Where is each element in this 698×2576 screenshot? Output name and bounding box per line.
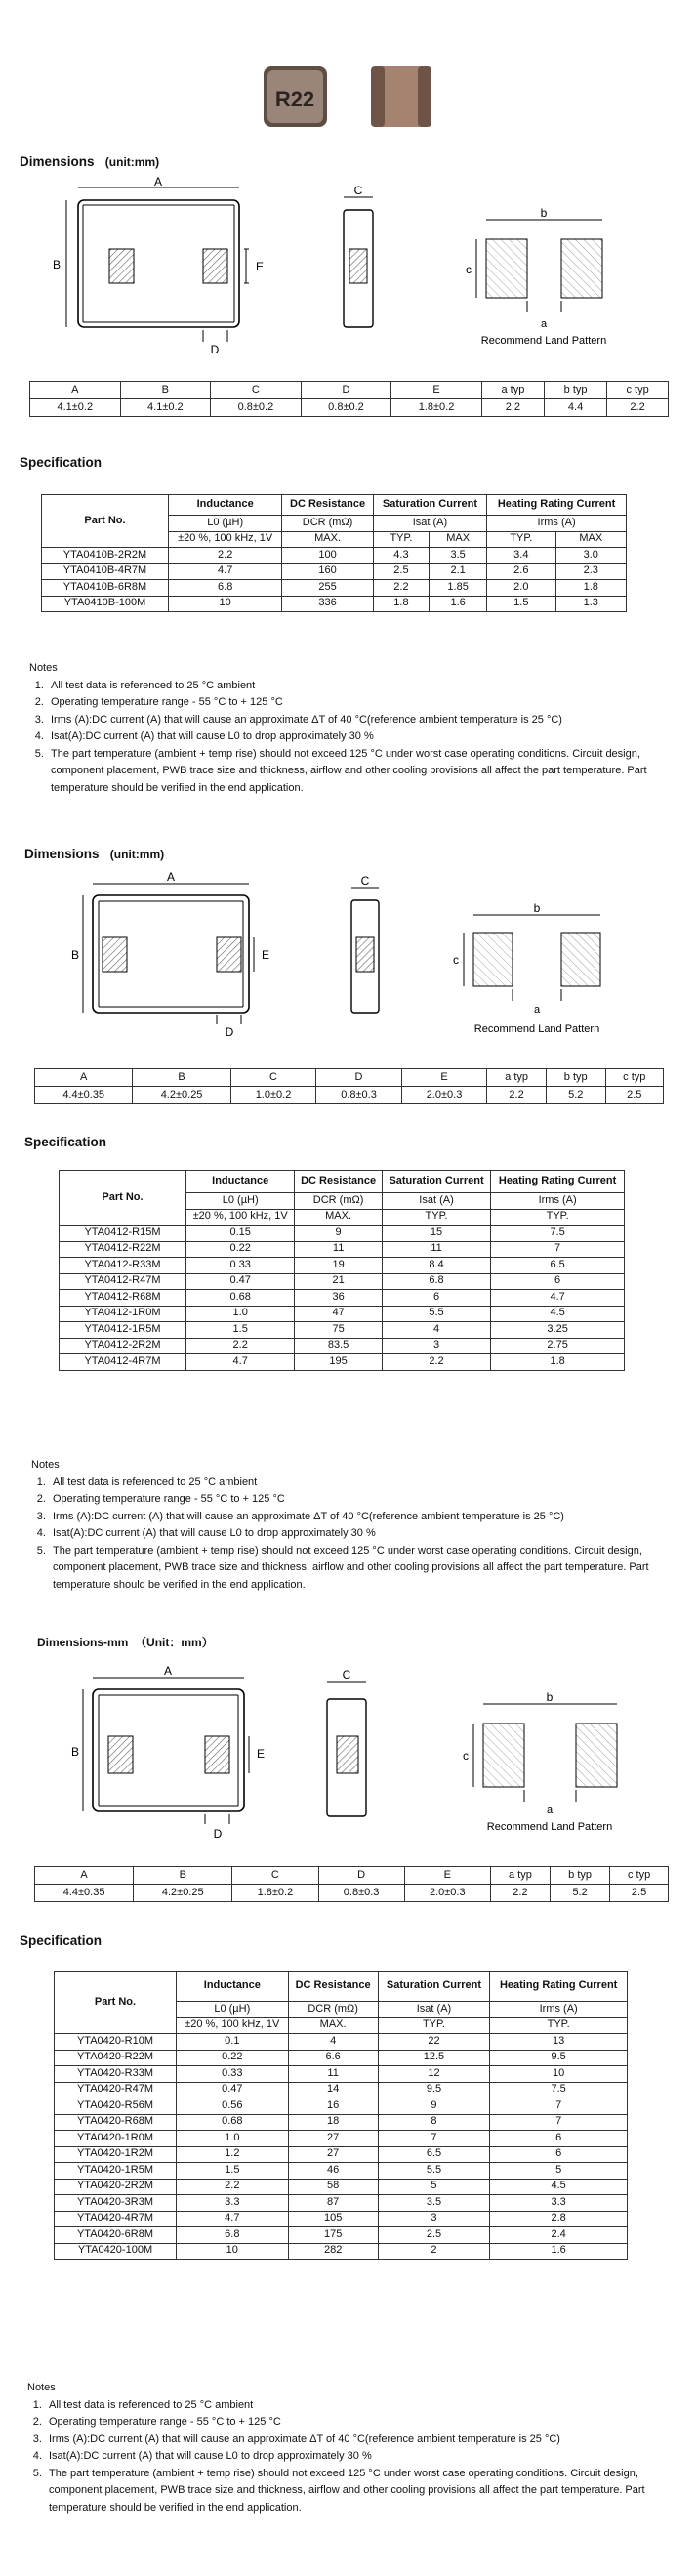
- svg-text:D: D: [225, 1025, 234, 1039]
- table-cell: 36: [295, 1290, 382, 1307]
- table-cell: 7.5: [490, 2082, 628, 2098]
- table-cell: 7.5: [491, 1226, 625, 1242]
- svg-text:C: C: [342, 1668, 351, 1682]
- table-cell: 1.5: [487, 596, 555, 612]
- table-cell: 10: [169, 596, 282, 612]
- part-number-cell: YTA0420-1R0M: [55, 2131, 177, 2147]
- svg-text:A: A: [163, 1664, 173, 1678]
- table-cell: 1.8: [555, 580, 626, 597]
- table-cell: 6.5: [491, 1258, 625, 1274]
- svg-text:Recommend Land Pattern: Recommend Land Pattern: [480, 335, 607, 347]
- table-row: [55, 2195, 628, 2212]
- part-number-cell: YTA0412-R22M: [60, 1241, 186, 1258]
- table-row: [42, 548, 627, 564]
- table-cell: 195: [295, 1354, 382, 1371]
- svg-text:C: C: [360, 874, 370, 888]
- table-cell: 2.5: [373, 563, 429, 580]
- table-cell: 3: [378, 2211, 490, 2227]
- table-row: [42, 596, 627, 612]
- table-cell: 6.5: [378, 2146, 490, 2163]
- table-cell: 2.8: [490, 2211, 628, 2227]
- table-row: [55, 2098, 628, 2115]
- table-row: [60, 1273, 625, 1290]
- dimension-header-row: A B C D E a typ b typ c typ: [35, 1867, 669, 1885]
- table-cell: 1.8: [491, 1354, 625, 1371]
- table-cell: 9.5: [490, 2050, 628, 2066]
- table-row: [55, 2050, 628, 2066]
- svg-text:Recommend Land Pattern: Recommend Land Pattern: [473, 1023, 600, 1035]
- table-cell: 0.33: [186, 1258, 295, 1274]
- table-cell: 1.6: [490, 2243, 628, 2260]
- part-number-cell: YTA0420-R56M: [55, 2098, 177, 2115]
- table-row: [55, 2163, 628, 2180]
- dimension-value-row: 4.1±0.2 4.1±0.2 0.8±0.2 0.8±0.2 1.8±0.2 2.2 4.4 2.2: [30, 399, 669, 417]
- table-row: [60, 1241, 625, 1258]
- table-cell: 0.47: [177, 2082, 289, 2098]
- table-cell: 4.7: [177, 2211, 289, 2227]
- spec-table-2: Part No. Inductance DC Resistance Saturation Current Heating Rating Current L0 (µH) DCR (mΩ) Isat (A) Irms (A) ±20 %, 100 kHz, 1V MAX. TYP. TYP. YTA0412-R15M 0.15 9 15 7.5 YTA0412-R22M 0.22 11 11 7 YTA0412-R33M 0.33 19 8.4 6.5 YTA0412-R47M 0.47 21 6.8 6 YTA0412-R68M 0.68 36 6 4.7 YTA0412-1R0M 1.0 47 5.5 4.5 YTA0412-1R5M 1.5 75 4 3.25 YTA0412-2R2M 2.2 83.5 3 2.75 YTA0412-4R7M 4.7 195 2.2 1.8: [59, 1170, 625, 1371]
- table-cell: 282: [288, 2243, 378, 2260]
- dimension-value-row: 4.4±0.35 4.2±0.25 1.8±0.2 0.8±0.3 2.0±0.3 2.2 5.2 2.5: [35, 1885, 669, 1902]
- table-cell: 6: [491, 1273, 625, 1290]
- part-number-cell: YTA0412-4R7M: [60, 1354, 186, 1371]
- table-row: [55, 2179, 628, 2195]
- table-cell: 75: [295, 1322, 382, 1339]
- part-number-cell: YTA0420-R47M: [55, 2082, 177, 2098]
- table-cell: 6.8: [177, 2227, 289, 2244]
- table-cell: 10: [490, 2066, 628, 2083]
- spec-table-1: Part No. Inductance DC Resistance Saturation Current Heating Rating Current L0 (µH) DCR (mΩ) Isat (A) Irms (A) ±20 %, 100 kHz, 1V MAX. TYP. MAX TYP. MAX YTA0410B-2R2M 2.2 100 4.3 3.5 3.4 3.0 YTA0410B-4R7M 4.7 160 2.5 2.1 2.6 2.3 YTA0410B-6R8M 6.8 255 2.2 1.85 2.0 1.8 YTA0410B-100M 10 336 1.8 1.6 1.5 1.3: [41, 494, 627, 612]
- table-cell: 0.68: [186, 1290, 295, 1307]
- table-cell: 0.68: [177, 2114, 289, 2131]
- table-cell: 1.5: [177, 2163, 289, 2180]
- svg-text:a: a: [533, 1004, 541, 1016]
- table-cell: 4.5: [490, 2179, 628, 2195]
- table-cell: 9: [378, 2098, 490, 2115]
- table-cell: 4.3: [373, 548, 429, 564]
- table-cell: 7: [490, 2098, 628, 2115]
- table-row: [60, 1226, 625, 1242]
- dimension-table-2: [34, 1068, 664, 1104]
- table-cell: 6.8: [169, 580, 282, 597]
- table-row: [55, 2066, 628, 2083]
- svg-text:E: E: [257, 1747, 266, 1761]
- table-row: [60, 1354, 625, 1371]
- product-photo: [254, 57, 439, 135]
- table-row: [55, 2082, 628, 2098]
- table-cell: 2.2: [373, 580, 429, 597]
- table-cell: 21: [295, 1273, 382, 1290]
- table-cell: 3.25: [491, 1322, 625, 1339]
- svg-text:B: B: [52, 258, 62, 271]
- table-cell: 58: [288, 2179, 378, 2195]
- table-cell: 2.6: [487, 563, 555, 580]
- table-cell: 0.33: [177, 2066, 289, 2083]
- dimension-header-row: A B C D E a typ b typ c typ: [30, 382, 669, 399]
- table-cell: 9: [295, 1226, 382, 1242]
- table-cell: 0.22: [177, 2050, 289, 2066]
- table-cell: 1.2: [177, 2146, 289, 2163]
- table-cell: 5: [490, 2163, 628, 2180]
- svg-text:a: a: [540, 318, 548, 330]
- table-cell: 2.2: [177, 2179, 289, 2195]
- dimension-table-1: [29, 381, 669, 417]
- table-cell: 2.0: [487, 580, 555, 597]
- table-cell: 1.85: [430, 580, 487, 597]
- table-row: [42, 580, 627, 597]
- part-number-cell: YTA0412-R47M: [60, 1273, 186, 1290]
- table-cell: 8: [378, 2114, 490, 2131]
- table-cell: 1.0: [186, 1306, 295, 1322]
- table-cell: 255: [282, 580, 373, 597]
- table-cell: 9.5: [378, 2082, 490, 2098]
- table-cell: 2.4: [490, 2227, 628, 2244]
- table-cell: 7: [378, 2131, 490, 2147]
- part-number-cell: YTA0410B-6R8M: [42, 580, 169, 597]
- table-cell: 3.4: [487, 548, 555, 564]
- table-row: [55, 2131, 628, 2147]
- table-cell: 87: [288, 2195, 378, 2212]
- svg-text:E: E: [262, 948, 270, 962]
- table-row: [60, 1258, 625, 1274]
- table-cell: 27: [288, 2131, 378, 2147]
- table-cell: 7: [491, 1241, 625, 1258]
- svg-text:b: b: [533, 901, 541, 915]
- svg-text:b: b: [546, 1690, 554, 1704]
- svg-text:B: B: [70, 1745, 80, 1759]
- table-cell: 175: [288, 2227, 378, 2244]
- table-cell: 10: [177, 2243, 289, 2260]
- table-cell: 18: [288, 2114, 378, 2131]
- part-number-cell: YTA0412-1R0M: [60, 1306, 186, 1322]
- spec-title-3: Specification: [20, 1933, 103, 1948]
- table-row: [60, 1322, 625, 1339]
- table-cell: 3: [382, 1338, 490, 1354]
- dimension-value-row: 4.4±0.35 4.2±0.25 1.0±0.2 0.8±0.3 2.0±0.3 2.2 5.2 2.5: [35, 1087, 664, 1104]
- part-number-cell: YTA0420-1R2M: [55, 2146, 177, 2163]
- table-cell: 13: [490, 2034, 628, 2051]
- table-cell: 3.5: [430, 548, 487, 564]
- svg-text:c: c: [453, 953, 459, 967]
- table-row: [55, 2227, 628, 2244]
- table-cell: 1.5: [186, 1322, 295, 1339]
- table-cell: 2.2: [186, 1338, 295, 1354]
- svg-text:c: c: [463, 1749, 469, 1763]
- photo-marking: R22: [274, 87, 315, 111]
- table-cell: 15: [382, 1226, 490, 1242]
- table-cell: 83.5: [295, 1338, 382, 1354]
- table-row: [60, 1306, 625, 1322]
- dimension-drawing-3: [54, 1660, 678, 1846]
- table-cell: 3.3: [490, 2195, 628, 2212]
- table-cell: 5.5: [378, 2163, 490, 2180]
- part-number-cell: YTA0420-2R2M: [55, 2179, 177, 2195]
- part-number-cell: YTA0412-2R2M: [60, 1338, 186, 1354]
- table-cell: 2.1: [430, 563, 487, 580]
- dimensions-title-2: Dimensions (unit:mm): [24, 847, 165, 861]
- part-number-cell: YTA0420-6R8M: [55, 2227, 177, 2244]
- part-number-cell: YTA0412-R68M: [60, 1290, 186, 1307]
- table-cell: 46: [288, 2163, 378, 2180]
- table-cell: 11: [295, 1241, 382, 1258]
- table-cell: 0.15: [186, 1226, 295, 1242]
- table-cell: 5: [378, 2179, 490, 2195]
- table-cell: 2: [378, 2243, 490, 2260]
- table-cell: 11: [288, 2066, 378, 2083]
- table-cell: 2.2: [382, 1354, 490, 1371]
- part-number-cell: YTA0420-1R5M: [55, 2163, 177, 2180]
- table-row: [60, 1290, 625, 1307]
- table-cell: 5.5: [382, 1306, 490, 1322]
- part-number-cell: YTA0412-R15M: [60, 1226, 186, 1242]
- spec-title-2: Specification: [24, 1135, 107, 1149]
- table-row: [55, 2211, 628, 2227]
- table-cell: 1.8: [373, 596, 429, 612]
- svg-text:C: C: [353, 184, 363, 197]
- table-cell: 22: [378, 2034, 490, 2051]
- table-cell: 4.7: [186, 1354, 295, 1371]
- part-number-cell: YTA0420-R10M: [55, 2034, 177, 2051]
- svg-text:A: A: [153, 176, 163, 188]
- part-number-cell: YTA0420-100M: [55, 2243, 177, 2260]
- table-cell: 2.3: [555, 563, 626, 580]
- svg-text:E: E: [256, 260, 265, 273]
- dimension-drawing-2: [54, 866, 678, 1052]
- table-row: [60, 1338, 625, 1354]
- part-number-cell: YTA0412-1R5M: [60, 1322, 186, 1339]
- table-cell: 6: [382, 1290, 490, 1307]
- part-number-cell: YTA0420-4R7M: [55, 2211, 177, 2227]
- dimension-table-3: [34, 1866, 669, 1902]
- table-cell: 27: [288, 2146, 378, 2163]
- table-row: [55, 2034, 628, 2051]
- part-number-cell: YTA0420-R33M: [55, 2066, 177, 2083]
- part-number-cell: YTA0410B-100M: [42, 596, 169, 612]
- table-cell: 336: [282, 596, 373, 612]
- table-cell: 1.3: [555, 596, 626, 612]
- table-cell: 19: [295, 1258, 382, 1274]
- table-cell: 4: [382, 1322, 490, 1339]
- part-number-cell: YTA0420-R22M: [55, 2050, 177, 2066]
- table-cell: 1.6: [430, 596, 487, 612]
- table-cell: 6.8: [382, 1273, 490, 1290]
- svg-text:Recommend Land Pattern: Recommend Land Pattern: [486, 1821, 613, 1833]
- table-cell: 0.47: [186, 1273, 295, 1290]
- table-cell: 11: [382, 1241, 490, 1258]
- notes-1: Notes 1. All test data is referenced to 25 °C ambient 2. Operating temperature range - 55 °C to + 125 °C 3. Irms (A):DC current (A) that will cause an approximate ΔT of 40 °C(reference ambient temperature is 25 °C) 4. Isat(A):DC current (A) that will cause L0 to drop approximately 30 % 5. The part temperature (ambient + temp rise) should not exceed 125 °C under worst case operating conditions. Circuit design, component placement, PWB trace size and thickness, airflow and other cooling provisions all affect the part temperature. Part temperature should be verified in the end application.: [29, 660, 654, 797]
- dimensions-title-1: Dimensions (unit:mm): [20, 154, 160, 169]
- table-cell: 3.0: [555, 548, 626, 564]
- table-cell: 0.22: [186, 1241, 295, 1258]
- part-number-cell: YTA0420-3R3M: [55, 2195, 177, 2212]
- table-cell: 4.7: [169, 563, 282, 580]
- table-cell: 8.4: [382, 1258, 490, 1274]
- svg-text:a: a: [546, 1805, 554, 1816]
- table-cell: 2.5: [378, 2227, 490, 2244]
- table-cell: 12.5: [378, 2050, 490, 2066]
- table-cell: 3.3: [177, 2195, 289, 2212]
- table-cell: 47: [295, 1306, 382, 1322]
- part-number-cell: YTA0412-R33M: [60, 1258, 186, 1274]
- table-cell: 6: [490, 2131, 628, 2147]
- table-cell: 7: [490, 2114, 628, 2131]
- table-cell: 0.1: [177, 2034, 289, 2051]
- part-number-cell: YTA0410B-2R2M: [42, 548, 169, 564]
- part-number-cell: YTA0420-R68M: [55, 2114, 177, 2131]
- part-number-cell: YTA0410B-4R7M: [42, 563, 169, 580]
- table-cell: 105: [288, 2211, 378, 2227]
- dimension-drawing-1: [39, 176, 683, 361]
- dimension-header-row: A B C D E a typ b typ c typ: [35, 1069, 664, 1087]
- table-cell: 14: [288, 2082, 378, 2098]
- table-row: [42, 563, 627, 580]
- table-cell: 0.56: [177, 2098, 289, 2115]
- svg-text:c: c: [466, 263, 472, 276]
- table-cell: 6: [490, 2146, 628, 2163]
- table-row: [55, 2146, 628, 2163]
- spec-title-1: Specification: [20, 455, 103, 470]
- table-cell: 4.7: [491, 1290, 625, 1307]
- table-cell: 2.75: [491, 1338, 625, 1354]
- table-cell: 4.5: [491, 1306, 625, 1322]
- svg-text:D: D: [210, 343, 220, 356]
- table-row: [55, 2243, 628, 2260]
- table-cell: 2.2: [169, 548, 282, 564]
- spec-table-3: Part No. Inductance DC Resistance Saturation Current Heating Rating Current L0 (µH) DCR (mΩ) Isat (A) Irms (A) ±20 %, 100 kHz, 1V MAX. TYP. TYP. YTA0420-R10M 0.1 4 22 13 YTA0420-R22M 0.22 6.6 12.5 9.5 YTA0420-R33M 0.33 11 12 10 YTA0420-R47M 0.47 14 9.5 7.5 YTA0420-R56M 0.56 16 9 7 YTA0420-R68M 0.68 18 8 7 YTA0420-1R0M 1.0 27 7 6 YTA0420-1R2M 1.2 27 6.5 6 YTA0420-1R5M 1.5 46 5.5 5 YTA0420-2R2M 2.2 58 5 4.5 YTA0420-3R3M 3.3 87 3.5 3.3 YTA0420-4R7M 4.7 105 3 2.8 YTA0420-6R8M 6.8 175 2.5 2.4 YTA0420-100M 10 282 2 1.6: [54, 1971, 628, 2260]
- dimensions-title-3: Dimensions-mm （Unit：mm）: [37, 1636, 214, 1649]
- svg-text:D: D: [213, 1827, 223, 1841]
- notes-3: Notes 1. All test data is referenced to 25 °C ambient 2. Operating temperature range - 55 °C to + 125 °C 3. Irms (A):DC current (A) that will cause an approximate ΔT of 40 °C(reference ambient temperature is 25 °C) 4. Isat(A):DC current (A) that will cause L0 to drop approximately 30 % 5. The part temperature (ambient + temp rise) should not exceed 125 °C under worst case operating conditions. Circuit design, component placement, PWB trace size and thickness, airflow and other cooling provisions all affect the part temperature. Part temperature should be verified in the end application.: [27, 2380, 652, 2516]
- table-cell: 100: [282, 548, 373, 564]
- table-cell: 6.6: [288, 2050, 378, 2066]
- table-cell: 4: [288, 2034, 378, 2051]
- table-row: [55, 2114, 628, 2131]
- table-cell: 3.5: [378, 2195, 490, 2212]
- table-cell: 16: [288, 2098, 378, 2115]
- svg-text:A: A: [166, 870, 176, 884]
- svg-text:B: B: [70, 948, 80, 962]
- notes-2: Notes 1. All test data is referenced to 25 °C ambient 2. Operating temperature range - 55 °C to + 125 °C 3. Irms (A):DC current (A) that will cause an approximate ΔT of 40 °C(reference ambient temperature is 25 °C) 4. Isat(A):DC current (A) that will cause L0 to drop approximately 30 % 5. The part temperature (ambient + temp rise) should not exceed 125 °C under worst case operating conditions. Circuit design, component placement, PWB trace size and thickness, airflow and other cooling provisions all affect the part temperature. Part temperature should be verified in the end application.: [31, 1457, 656, 1594]
- table-cell: 1.0: [177, 2131, 289, 2147]
- table-cell: 160: [282, 563, 373, 580]
- svg-text:b: b: [540, 206, 548, 220]
- table-cell: 12: [378, 2066, 490, 2083]
